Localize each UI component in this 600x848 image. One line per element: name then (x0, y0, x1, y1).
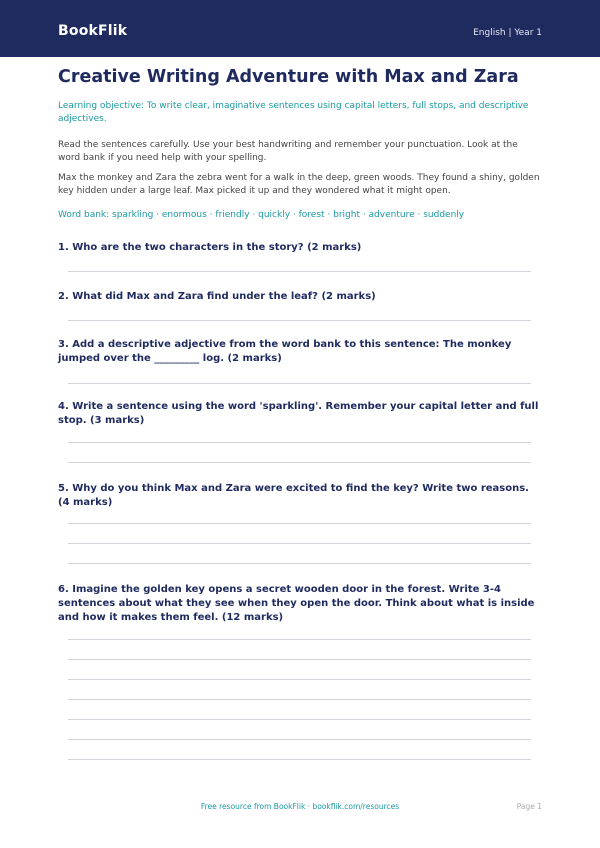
answer-line[interactable] (68, 679, 531, 680)
answer-line[interactable] (68, 462, 531, 463)
answer-line[interactable] (68, 699, 531, 700)
page-number: Page 1 (516, 802, 542, 811)
answer-line[interactable] (68, 719, 531, 720)
answer-line[interactable] (68, 563, 531, 564)
answer-line[interactable] (68, 271, 531, 272)
footer-credit[interactable]: Free resource from BookFlik · bookflik.com/resources (200, 802, 400, 811)
question-5: 5. Why do you think Max and Zara were excited to find the key? Write two reasons. (4 marks) (58, 483, 529, 508)
question-3: 3. Add a descriptive adjective from the word bank to this sentence: The monkey jumped over the _________ log. (2 marks) (58, 339, 512, 364)
page-title: Creative Writing Adventure with Max and Zara (58, 67, 519, 87)
subject-year-label: English | Year 1 (473, 28, 542, 38)
word-bank: Word bank: sparkling · enormous · friendly · quickly · forest · bright · adventure · suddenly (58, 210, 465, 220)
answer-line[interactable] (68, 759, 531, 760)
answer-line[interactable] (68, 639, 531, 640)
question-2: 2. What did Max and Zara find under the leaf? (2 marks) (58, 291, 376, 302)
learning-objective: Learning objective: To write clear, imaginative sentences using capital letters, full stops, and descriptive adjectives. (58, 101, 529, 124)
answer-line[interactable] (68, 383, 531, 384)
instructions-text: Read the sentences carefully. Use your best handwriting and remember your punctuation. Look at the word bank if you need help with your spelling. (58, 140, 518, 163)
header-bar (0, 0, 600, 57)
question-4: 4. Write a sentence using the word 'sparkling'. Remember your capital letter and full stop. (3 marks) (58, 401, 539, 426)
brand-logo[interactable]: BookFlik (58, 23, 128, 39)
story-text: Max the monkey and Zara the zebra went for a walk in the deep, green woods. They found a shiny, golden key hidden under a large leaf. Max picked it up and they wondered what it might open. (58, 173, 540, 196)
answer-line[interactable] (68, 543, 531, 544)
answer-line[interactable] (68, 523, 531, 524)
answer-line[interactable] (68, 659, 531, 660)
answer-line[interactable] (68, 320, 531, 321)
answer-line[interactable] (68, 442, 531, 443)
answer-line[interactable] (68, 739, 531, 740)
question-6: 6. Imagine the golden key opens a secret wooden door in the forest. Write 3-4 sentences about what they see when they open the door. Think about what is inside and how it makes them feel. (12 marks) (58, 584, 535, 623)
question-1: 1. Who are the two characters in the story? (2 marks) (58, 242, 362, 253)
